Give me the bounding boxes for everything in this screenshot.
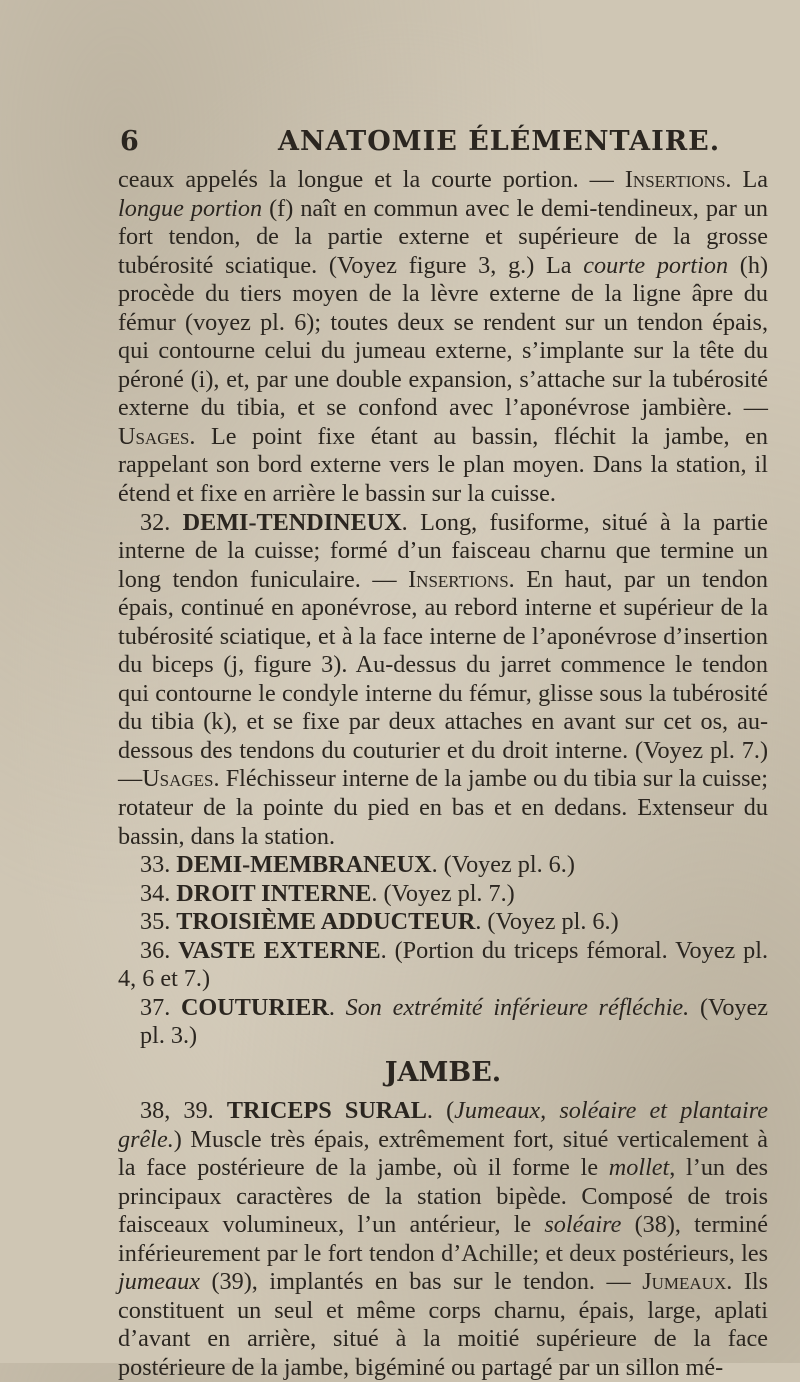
paragraph-biceps-continued: ceaux appelés la longue et la courte portion. — Insertions. La longue portion (f) naît en commun avec le demi-tendineux, par un fort tendon, de la partie externe et supérieure de la grosse tubérosité sciatique. (Voyez figure 3, g.) La courte portion (h) procède du tiers moyen de la lèvre externe de la ligne âpre du fémur (voyez pl. 6); toutes deux se rendent sur un tendon épais, qui contourne celui du jumeau externe, s’implante sur la tête du péroné (i), et, par une double expansion, s’attache sur la tubérosité externe du tibia, et se confond avec l’aponévrose jambière. — Usages. Le point fixe étant au bassin, fléchit la jambe, en rappelant son bord externe vers le plan moyen. Dans la station, il étend et fixe en arrière le bassin sur la cuisse. [118,166,769,508]
paragraph-demi-tendineux: 32. DEMI-TENDINEUX. Long, fusiforme, situé à la partie interne de la cuisse; formé d’un faisceau charnu que termine un long tendon funiculaire. — Insertions. En haut, par un tendon épais, continué en aponévrose, au rebord interne et supérieur de la tubérosité sciatique, et à la face interne de l’aponévrose d’insertion du biceps (j, figure 3). Au-dessus du jarret commence le tendon qui contourne le condyle interne du fémur, glisse sous la tubérosité du tibia (k), et se fixe par deux attaches en avant sur cet os, au-dessous des tendons du couturier et du droit interne. (Voyez pl. 7.) —Usages. Fléchisseur interne de la jambe ou du tibia sur la cuisse; rotateur de la pointe du pied en bas et en dedans. Extenseur du bassin, dans la station. [118,508,769,850]
book-page [118,120,768,1382]
page-header [118,120,768,166]
section-title-jambe: JAMBE. [384,1056,502,1088]
list-item-34: 34. DROIT INTERNE. (Voyez pl. 7.) [140,879,515,907]
list-item-36: 36. VASTE EXTERNE. (Portion du triceps fémoral. Voyez pl. 4, 6 et 7.) [118,936,768,993]
list-item-37: 37. COUTURIER. Son extrémité inférieure réfléchie. (Voyez pl. 3.) [140,993,768,1050]
page-number: 6 [120,126,139,157]
paragraph-triceps-sural: 38, 39. TRICEPS SURAL. (Jumeaux, soléaire et plantaire grêle.) Muscle très épais, extrêmement fort, situé verticalement à la face postérieure de la jambe, où il forme le mollet, l’un des principaux caractères de la station bipède. Composé de trois faisceaux volumineux, l’un antérieur, le soléaire (38), terminé inférieurement par le fort tendon d’Achille; et deux postérieurs, les jumeaux (39), implantés en bas sur le tendon. — Jumeaux. Ils constituent un seul et même corps charnu, épais, large, aplati d’avant en arrière, situé à la moitié supérieure de la face postérieure de la jambe, bigéminé ou partagé par un sillon mé- [118,1096,769,1381]
list-item-33: 33. DEMI-MEMBRANEUX. (Voyez pl. 6.) [140,851,575,879]
running-title: ANATOMIE ÉLÉMENTAIRE. [278,126,721,157]
list-item-35: 35. TROISIÈME ADDUCTEUR. (Voyez pl. 6.) [140,908,619,936]
body-text [118,166,768,1382]
